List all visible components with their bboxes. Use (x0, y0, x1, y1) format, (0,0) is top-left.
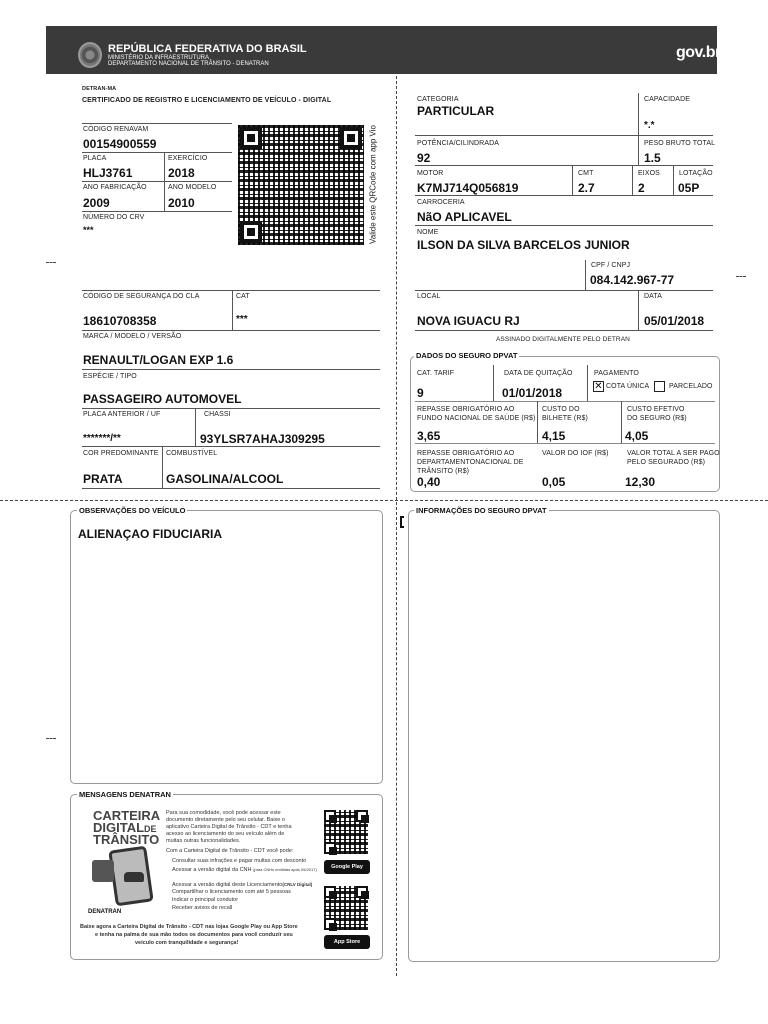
value-total: 12,30 (625, 475, 656, 489)
label-cor: COR PREDOMINANTE (83, 450, 159, 457)
bracket-mark (400, 516, 404, 528)
msg-p4: acesso ao licenciamento do seu veículo além de (166, 831, 285, 837)
margin-mark (736, 276, 746, 277)
value-data-quitacao: 01/01/2018 (502, 386, 563, 400)
label-cota-unica: COTA ÚNICA (606, 383, 650, 390)
value-ano-modelo: 2010 (168, 196, 195, 210)
value-data: 05/01/2018 (644, 314, 705, 328)
value-repasse-transito: 0,40 (417, 475, 441, 489)
label-capacidade: CAPACIDADE (644, 96, 690, 103)
value-cor: PRATA (83, 472, 123, 486)
label-repasse-transito-2: DEPARTAMENTONACIONAL DE (417, 459, 524, 466)
informacoes-box (408, 510, 720, 962)
header-republic: REPÚBLICA FEDERATIVA DO BRASIL (108, 43, 307, 55)
msg-b3: Acessar a versão digital deste Licenciamento(CRLV Digital) (172, 882, 313, 888)
label-combustivel: COMBUSTÍVEL (166, 450, 218, 457)
label-total-1: VALOR TOTAL A SER PAGO (627, 450, 720, 457)
label-iof: VALOR DO IOF (R$) (542, 450, 609, 457)
value-exercicio: 2018 (168, 166, 195, 180)
label-data: DATA (644, 293, 663, 300)
value-custo-bilhete: 4,15 (542, 429, 566, 443)
msg-footer1: Baixe agora a Carteira Digital de Trânsito - CDT nas lojas Google Play ou App Store (80, 924, 298, 930)
value-eixos: 2 (638, 181, 645, 195)
label-total-2: PELO SEGURADO (R$) (627, 459, 706, 466)
qr-code[interactable] (238, 125, 364, 245)
cdt-brand-digital: DIGITAL (93, 820, 145, 835)
observacoes-text: ALIENAÇAO FIDUCIARIA (78, 527, 222, 541)
msg-footer3: veículo com tranquilidade e segurança! (135, 940, 239, 946)
value-cpf: 084.142.967-77 (590, 273, 675, 287)
label-especie: ESPÉCIE / TIPO (83, 373, 137, 380)
value-ano-fabricacao: 2009 (83, 196, 110, 210)
value-peso: 1.5 (644, 151, 661, 165)
header-ministry: MINISTÉRIO DA INFRAESTRUTURA (108, 55, 210, 61)
mensagens-title: MENSAGENS DENATRAN (79, 790, 171, 799)
value-categoria: PARTICULAR (417, 104, 495, 118)
label-pagamento: PAGAMENTO (594, 370, 639, 377)
value-potencia: 92 (417, 151, 431, 165)
observacoes-title: OBSERVAÇÕES DO VEÍCULO (79, 506, 186, 515)
value-renavam: 00154900559 (83, 137, 157, 151)
label-placa: PLACA (83, 155, 107, 162)
value-nome: ILSON DA SILVA BARCELOS JUNIOR (417, 238, 630, 252)
value-local: NOVA IGUACU RJ (417, 314, 520, 328)
cut-line-vertical (396, 76, 397, 976)
brasao-icon (78, 42, 102, 68)
checkbox-cota-unica[interactable]: ✕ (594, 381, 603, 392)
label-placa-anterior: PLACA ANTERIOR / UF (83, 411, 161, 418)
cdt-brand-de: DE (144, 824, 157, 834)
label-repasse-transito-1: REPASSE OBRIGATÓRIO AO (417, 450, 515, 457)
msg-p3: aplicativo Carteira Digital de Trânsito - CDT e tenha (166, 824, 292, 830)
govbr-logo: gov.br (676, 44, 721, 61)
value-custo-efetivo: 4,05 (625, 429, 649, 443)
doc-title: CERTIFICADO DE REGISTRO E LICENCIAMENTO DE VEÍCULO - DIGITAL (82, 97, 332, 104)
label-carroceria: CARROCERIA (417, 199, 465, 206)
msg-b5: Indicar o principal condutor (172, 897, 239, 903)
margin-mark (46, 262, 56, 263)
checkbox-parcelado[interactable] (654, 381, 665, 392)
assinado-label: ASSINADO DIGITALMENTE PELO DETRAN (496, 336, 630, 343)
value-cmt: 2.7 (578, 181, 595, 195)
label-nome: NOME (417, 229, 439, 236)
observacoes-box (70, 510, 383, 784)
value-cat: *** (236, 314, 248, 325)
msg-b4: Compartilhar o licenciamento com até 5 pessoas (172, 889, 291, 895)
label-repasse-saude-1: REPASSE OBRIGATÓRIO AO (417, 406, 515, 413)
value-marca: RENAULT/LOGAN EXP 1.6 (83, 353, 234, 367)
value-crv: *** (83, 225, 94, 235)
value-cla: 18610708358 (83, 314, 157, 328)
label-custo-efetivo-2: DO SEGURO (R$) (627, 415, 687, 422)
label-eixos: EIXOS (638, 170, 660, 177)
margin-mark (46, 738, 56, 739)
issuer: DETRAN-MA (82, 86, 117, 92)
label-parcelado: PARCELADO (669, 383, 713, 390)
msg-b2: Acessar a versão digital da CNH (para CNHs emitidas após 05/2017) (172, 867, 317, 873)
msg-p6: Com a Carteira Digital de Trânsito - CDT você pode: (166, 848, 294, 854)
user-avatar-icon (92, 860, 114, 882)
value-lotacao: 05P (678, 181, 700, 195)
msg-p1: Para sua comodidade, você pode acessar este (166, 810, 281, 816)
qr-code-google-play[interactable] (324, 810, 368, 854)
value-motor: K7MJ714Q056819 (417, 181, 519, 195)
label-custo-bilhete-1: CUSTO DO (542, 406, 580, 413)
qr-code-app-store[interactable] (324, 886, 368, 930)
label-repasse-transito-3: TRÂNSITO (R$) (417, 468, 470, 475)
value-especie: PASSAGEIRO AUTOMOVEL (83, 392, 242, 406)
cdt-brand-line1: CARTEIRA (93, 808, 161, 823)
label-marca: MARCA / MODELO / VERSÃO (83, 333, 182, 340)
label-local: LOCAL (417, 293, 441, 300)
label-lotacao: LOTAÇÃO (679, 170, 713, 177)
app-store-badge[interactable]: App Store (324, 935, 370, 949)
header-department: DEPARTAMENTO NACIONAL DE TRÂNSITO - DENATRAN (108, 61, 269, 67)
msg-b1: Consultar suas infrações e pagar multas com desconto (172, 858, 307, 864)
car-icon (124, 872, 144, 882)
msg-b6: Receber avisos de recall (172, 905, 233, 911)
label-categoria: CATEGORIA (417, 96, 459, 103)
dpvat-title: DADOS DO SEGURO DPVAT (416, 351, 518, 360)
informacoes-title: INFORMAÇÕES DO SEGURO DPVAT (416, 506, 547, 515)
label-renavam: CÓDIGO RENAVAM (83, 126, 149, 133)
label-potencia: POTÊNCIA/CILINDRADA (417, 140, 500, 147)
label-chassi: CHASSI (204, 411, 231, 418)
value-carroceria: NãO APLICAVEL (417, 210, 512, 224)
label-cat-tarif: CAT. TARIF (417, 370, 455, 377)
label-repasse-saude-2: FUNDO NACIONAL DE SAÚDE (R$) (417, 415, 536, 422)
qr-caption: Valide este QRCode com app Vio (368, 125, 378, 244)
label-data-quitacao: DATA DE QUITAÇÃO (504, 370, 573, 377)
label-cpf: CPF / CNPJ (591, 262, 631, 269)
msg-p2: documento diretamente pelo seu celular. Baixe o (166, 817, 285, 823)
value-placa: HLJ3761 (83, 166, 133, 180)
value-chassi: 93YLSR7AHAJ309295 (200, 432, 325, 446)
value-repasse-saude: 3,65 (417, 429, 441, 443)
value-capacidade: *.* (644, 120, 655, 131)
label-cmt: CMT (578, 170, 594, 177)
label-ano-modelo: ANO MODELO (168, 184, 217, 191)
label-motor: MOTOR (417, 170, 444, 177)
cut-line-horizontal (0, 500, 768, 501)
msg-footer2: e tenha na palma de sua mão todos os documentos para você conduzir seu (95, 932, 293, 938)
value-combustivel: GASOLINA/ALCOOL (166, 472, 284, 486)
label-custo-efetivo-1: CUSTO EFETIVO (627, 406, 685, 413)
label-crv: NÚMERO DO CRV (83, 214, 145, 221)
value-cat-tarif: 9 (417, 386, 424, 400)
label-cat: CAT (236, 293, 250, 300)
label-custo-bilhete-2: BILHETE (R$) (542, 415, 588, 422)
google-play-badge[interactable]: Google Play (324, 860, 370, 874)
label-ano-fabricacao: ANO FABRICAÇÃO (83, 184, 147, 191)
msg-p5: muitas outras funcionalidades. (166, 838, 241, 844)
label-cla: CÓDIGO DE SEGURANÇA DO CLA (83, 293, 200, 300)
value-placa-anterior: *******/** (83, 433, 121, 444)
denatran-label: DENATRAN (88, 909, 122, 915)
cdt-brand-line3: TRÂNSITO (93, 832, 160, 847)
value-iof: 0,05 (542, 475, 566, 489)
label-peso: PESO BRUTO TOTAL (644, 140, 716, 147)
label-exercicio: EXERCÍCIO (168, 155, 208, 162)
